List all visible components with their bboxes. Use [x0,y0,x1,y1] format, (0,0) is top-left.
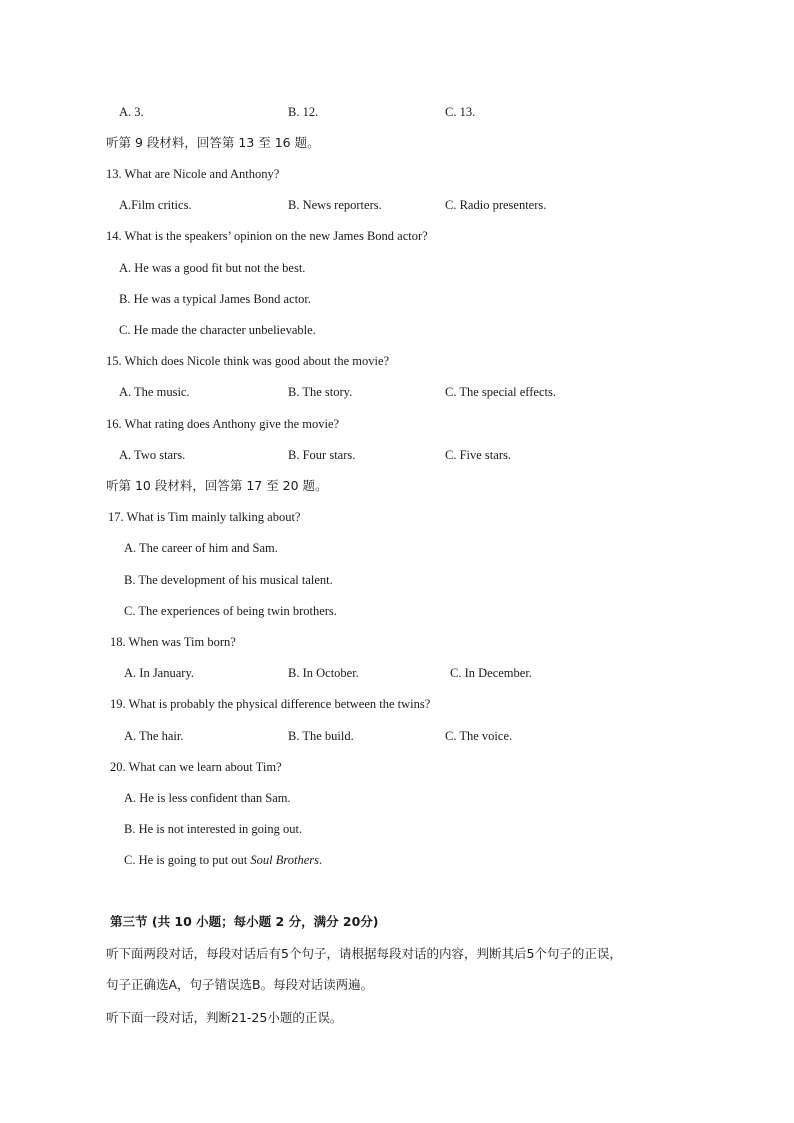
q16-option-c: C. Five stars. [445,448,511,462]
section3-heading: 第三节 (共 10 小题；每小题 2 分，满分 20分) [110,914,379,929]
question-19: 19. What is probably the physical difference between the twins? [110,697,431,711]
q18-option-c: C. In December. [450,666,532,680]
question-16: 16. What rating does Anthony give the movie? [106,417,340,431]
q19-option-b: B. The build. [288,729,354,743]
option-b: B. 12. [288,105,319,119]
q20-option-c-text: C. He is going to put out [124,853,251,867]
q15-option-c: C. The special effects. [445,385,556,399]
passage9-intro: 听第 9 段材料，回答第 13 至 16 题。 [106,135,320,150]
q13-option-a: A.Film critics. [119,198,192,212]
q20-option-a: A. He is less confident than Sam. [124,791,291,805]
q14-option-a: A. He was a good fit but not the best. [119,261,306,275]
q18-option-a: A. In January. [124,666,195,680]
q20-option-c [124,852,322,868]
question-18: 18. When was Tim born? [110,635,236,649]
question-17: 17. What is Tim mainly talking about? [108,510,301,524]
q15-option-b: B. The story. [288,385,353,399]
question-15: 15. Which does Nicole think was good about the movie? [106,354,390,368]
album-title: Soul Brothers [250,853,320,867]
q14-option-c: C. He made the character unbelievable. [119,323,316,337]
q14-option-b: B. He was a typical James Bond actor. [119,292,311,306]
option-a: A. 3. [119,105,144,119]
q13-option-b: B. News reporters. [288,198,382,212]
question-14: 14. What is the speakers’ opinion on the new James Bond actor? [106,229,428,243]
option-c: C. 13. [445,105,476,119]
q17-option-c: C. The experiences of being twin brothers. [124,604,337,618]
section3-instruction-1: 听下面两段对话，每段对话后有5个句子，请根据每段对话的内容，判断其后5个句子的正误， [106,946,622,961]
q17-option-b: B. The development of his musical talent. [124,573,333,587]
q20-option-b: B. He is not interested in going out. [124,822,303,836]
question-20: 20. What can we learn about Tim? [110,760,282,774]
q16-option-b: B. Four stars. [288,448,356,462]
q15-option-a: A. The music. [119,385,190,399]
q20-option-c-end: . [319,853,323,867]
question-13: 13. What are Nicole and Anthony? [106,167,280,181]
section3-instruction-2: 句子正确选A，句子错误选B。每段对话读两遍。 [106,977,374,992]
section3-instruction-3: 听下面一段对话，判断21-25小题的正误。 [106,1010,343,1025]
q17-option-a: A. The career of him and Sam. [124,541,278,555]
passage10-intro: 听第 10 段材料，回答第 17 至 20 题。 [106,478,328,493]
q19-option-a: A. The hair. [124,729,184,743]
q16-option-a: A. Two stars. [119,448,186,462]
q13-option-c: C. Radio presenters. [445,198,547,212]
q19-option-c: C. The voice. [445,729,513,743]
q18-option-b: B. In October. [288,666,359,680]
